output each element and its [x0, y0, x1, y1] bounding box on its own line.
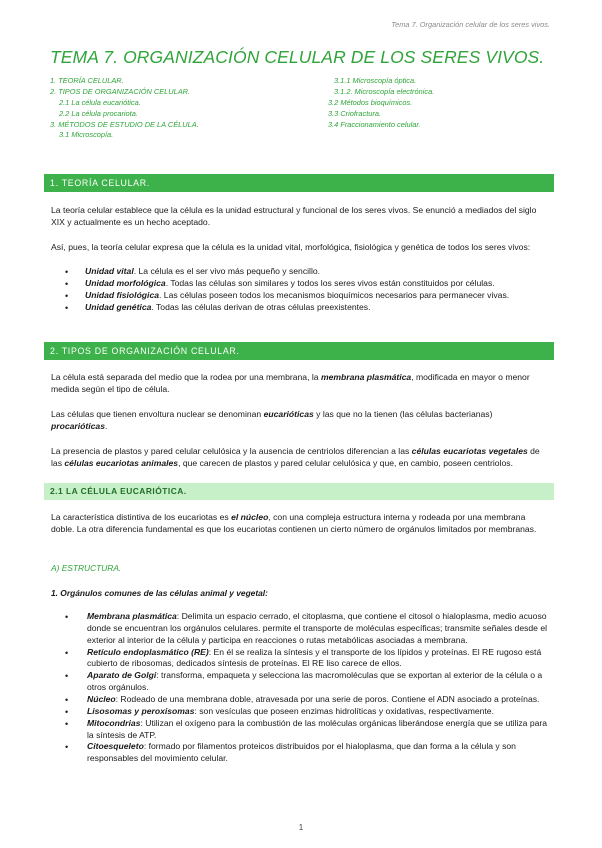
paragraph: La presencia de plastos y pared celular celulósica y la ausencia de centriolos diferencian a las células eucariotas vegetales de las células eucariotas animales, que carecen de plastos y pared celular celulósica y que, en cambio, poseen centriolos.: [51, 446, 540, 468]
list-heading: 1. Orgánulos comunes de las células animal y vegetal:: [51, 588, 268, 598]
toc-item[interactable]: 3.4 Fraccionamiento celular.: [328, 119, 421, 129]
term: Lisosomas y peroxisomas: [87, 705, 195, 716]
term: Citoesqueleto: [87, 741, 144, 752]
term: Aparato de Golgi: [87, 670, 157, 681]
toc-item[interactable]: 2.1 La célula eucariótica.: [59, 97, 141, 107]
list-item: • Lisosomas y peroxisomas: son vesículas que poseen enzimas hidrolíticas y oxidativas, respectivamente.: [62, 706, 552, 718]
term: Unidad fisiológica: [85, 289, 160, 300]
list-item: • Mitocondrias: Utilizan el oxígeno para la combustión de las moléculas orgánicas liberándose energía que se utiliza para la síntesis de ATP.: [62, 718, 552, 742]
list-item: • Unidad vital. La célula es el ser vivo más pequeño y sencillo.: [62, 266, 552, 278]
paragraph: Así, pues, la teoría celular expresa que la célula es la unidad vital, morfológica, fisiológica y genética de todos los seres vivos:: [51, 242, 531, 252]
toc-item[interactable]: 3.1.2. Microscopía electrónica.: [334, 86, 435, 96]
list-item: • Unidad fisiológica. Las células poseen todos los mecanismos bioquímicos necesarios para permanecer vivas.: [62, 290, 552, 302]
list-item: • Unidad genética. Todas las células derivan de otras células preexistentes.: [62, 302, 552, 314]
term: Unidad vital: [85, 266, 134, 276]
toc-item[interactable]: 1. TEORÍA CELULAR.: [50, 76, 124, 85]
list-item: • Membrana plasmática: Delimita un espacio cerrado, el citoplasma, que contiene el citosol o hialoplasma, medio acuoso donde se encuentran los orgánulos celulares. permite el transporte de moléculas específicas; transmite señales desde el exterior al interior de la célula y participa en reacciones o rutas metabólicas asociadas a membrana.: [62, 611, 552, 647]
page-number: 1: [298, 823, 304, 832]
term: Membrana plasmática: [87, 611, 177, 621]
cell-theory-list: [62, 266, 552, 313]
section-heading-teoria-celular: 1. TEORÍA CELULAR.: [44, 174, 554, 192]
term: Mitocondrias: [87, 717, 141, 728]
paragraph: La teoría celular establece que la célula es la unidad estructural y funcional de los seres vivos. Se enunció a mediados del siglo XIX y actualmente es un hecho aceptado.: [51, 205, 537, 227]
subsection-heading-celula-eucariotica: 2.1 LA CÉLULA EUCARIÓTICA.: [44, 483, 554, 500]
term: Unidad genética: [85, 301, 152, 312]
list-item: • Citoesqueleto: formado por filamentos proteicos distribuidos por el hialoplasma, que dan forma a la célula y son responsables del movimiento celular.: [62, 741, 552, 765]
page-title: TEMA 7. ORGANIZACIÓN CELULAR DE LOS SERES VIVOS.: [50, 47, 545, 67]
toc-item[interactable]: 3. MÉTODOS DE ESTUDIO DE LA CÉLULA.: [50, 119, 199, 129]
section-heading-tipos-organizacion: 2. TIPOS DE ORGANIZACIÓN CELULAR.: [44, 342, 554, 360]
term: Núcleo: [87, 694, 116, 705]
paragraph: La característica distintiva de los eucariotas es el núcleo, con una compleja estructura interna y rodeada por una membrana doble. La otra diferencia fundamental es que los eucariotas contienen un cierto número de orgánulos limitados por membranas.: [51, 512, 537, 534]
list-item: • Aparato de Golgi: transforma, empaqueta y selecciona las macromoléculas que se exportan al exterior de la célula o a otros orgánulos.: [62, 670, 552, 694]
table-of-contents-left: [50, 76, 199, 141]
list-item: • Unidad morfológica. Todas las células son similares y todos los seres vivos están constituidos por células.: [62, 278, 552, 290]
toc-item[interactable]: 3.2 Métodos bioquímicos.: [328, 97, 413, 107]
toc-item[interactable]: 3.3 Criofractura.: [328, 108, 381, 118]
table-of-contents-right: [328, 76, 434, 130]
organelle-list: [62, 611, 552, 765]
term: Retículo endoplasmático (RE): [87, 646, 209, 657]
paragraph: Las células que tienen envoltura nuclear se denominan eucarióticas y las que no la tienen (las células bacterianas) procarióticas.: [51, 409, 493, 431]
paragraph: La célula está separada del medio que la rodea por una membrana, la membrana plasmática, modificada en mayor o menor medida según el tipo de célula.: [51, 372, 530, 394]
toc-item[interactable]: 3.1 Microscopía.: [59, 130, 114, 140]
running-header: Tema 7. Organización celular de los seres vivos.: [391, 20, 550, 29]
term: Unidad morfológica: [85, 277, 166, 288]
list-item: • Retículo endoplasmático (RE): En él se realiza la síntesis y el transporte de los lípidos y proteínas. El RE rugoso está cubierto de ribosomas, dedicados síntesis de proteínas. El RE liso carece de ellos.: [62, 647, 552, 671]
list-item: • Núcleo: Rodeado de una membrana doble, atravesada por una serie de poros. Contiene el ADN asociado a proteínas.: [62, 694, 552, 706]
subheading-estructura: A) ESTRUCTURA.: [51, 563, 122, 573]
toc-item[interactable]: 3.1.1 Microscopía óptica.: [334, 76, 417, 85]
toc-item[interactable]: 2. TIPOS DE ORGANIZACIÓN CELULAR.: [50, 86, 191, 96]
toc-item[interactable]: 2.2 La célula procariota.: [59, 108, 138, 118]
